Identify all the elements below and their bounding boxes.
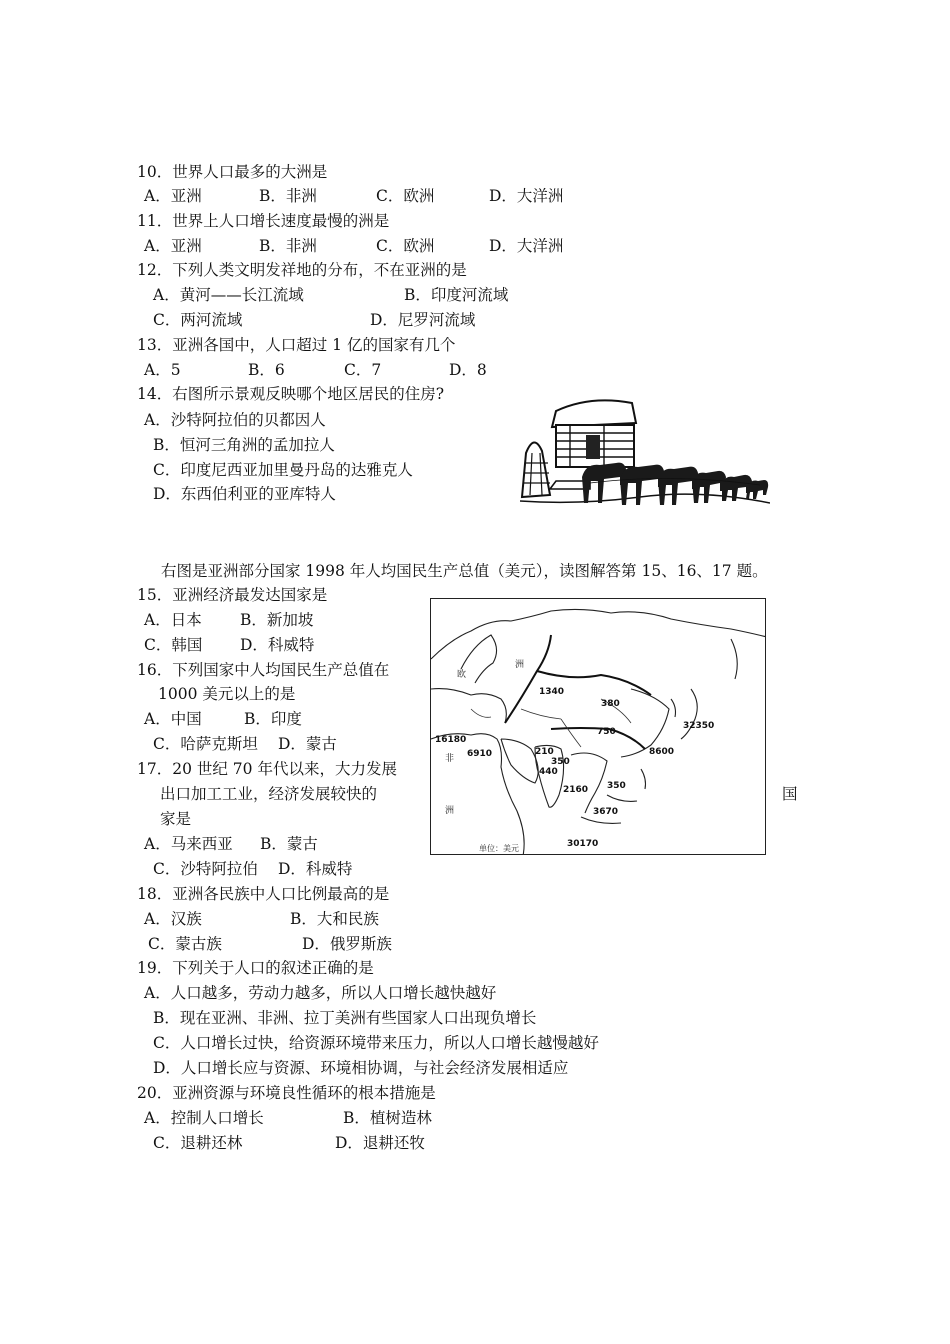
q12-stem: 12．下列人类文明发祥地的分布，不在亚洲的是 <box>137 261 467 279</box>
q17-stem-line3: 家是 <box>160 810 192 828</box>
map-label-saudi: 6910 <box>467 749 493 759</box>
map-intro-text: 右图是亚洲部分国家 1998 年人均国民生产总值（美元），读图解答第 15、16、17 题。 <box>161 562 768 580</box>
q16-option-c[interactable]: C．哈萨克斯坦 <box>153 735 258 753</box>
q17-stem-line2-tail: 国 <box>782 785 798 803</box>
q14-option-b[interactable]: B．恒河三角洲的孟加拉人 <box>153 436 335 454</box>
q17-stem-line1: 17．20 世纪 70 年代以来，大力发展 <box>137 760 397 778</box>
q19-option-d[interactable]: D．人口增长应与资源、环境相协调，与社会经济发展相适应 <box>153 1059 569 1077</box>
q20-option-b[interactable]: B．植树造林 <box>343 1109 432 1127</box>
q17-stem-line2: 出口加工工业，经济发展较快的 <box>160 785 378 803</box>
q10-option-b[interactable]: B．非洲 <box>259 187 317 205</box>
q13-option-d[interactable]: D．8 <box>449 361 487 379</box>
map-label-thailand: 2160 <box>563 785 589 795</box>
q13-option-a[interactable]: A．5 <box>144 361 181 379</box>
q10-option-d[interactable]: D．大洋洲 <box>489 187 564 205</box>
q12-option-a[interactable]: A．黄河——长江流域 <box>153 286 304 304</box>
q16-option-a[interactable]: A．中国 <box>144 710 202 728</box>
map-region-zhou: 洲 <box>515 660 525 670</box>
q16-option-d[interactable]: D．蒙古 <box>278 735 337 753</box>
map-label-bangladesh: 350 <box>551 757 570 767</box>
q14-option-c[interactable]: C．印度尼西亚加里曼丹岛的达雅克人 <box>153 461 413 479</box>
q17-option-a[interactable]: A．马来西亚 <box>144 835 233 853</box>
map-label-kazakhstan: 1340 <box>539 687 565 697</box>
q13-option-b[interactable]: B．6 <box>248 361 285 379</box>
q17-option-b[interactable]: B．蒙古 <box>260 835 318 853</box>
q19-option-b[interactable]: B．现在亚洲、非洲、拉丁美洲有些国家人口出现负增长 <box>153 1009 537 1027</box>
map-label-japan: 32350 <box>683 721 715 731</box>
q15-stem: 15．亚洲经济最发达国家是 <box>137 586 328 604</box>
map-unit-label: 单位：美元 <box>479 844 519 853</box>
q13-stem: 13．亚洲各国中，人口超过 1 亿的国家有几个 <box>137 336 456 354</box>
map-label-india: 210 <box>535 747 554 757</box>
q10-option-c[interactable]: C．欧洲 <box>376 187 435 205</box>
q17-option-c[interactable]: C．沙特阿拉伯 <box>153 860 258 878</box>
q18-option-d[interactable]: D．俄罗斯族 <box>302 935 392 953</box>
q16-stem-line1: 16．下列国家中人均国民生产总值在 <box>137 661 390 679</box>
map-label-china: 750 <box>597 727 616 737</box>
map-region-ou: 欧 <box>457 670 467 680</box>
map-label-malaysia: 3670 <box>593 807 619 817</box>
q20-option-d[interactable]: D．退耕还牧 <box>335 1134 425 1152</box>
q15-option-b[interactable]: B．新加坡 <box>240 611 314 629</box>
q15-option-c[interactable]: C．韩国 <box>144 636 203 654</box>
q11-option-a[interactable]: A．亚洲 <box>144 237 202 255</box>
q16-option-b[interactable]: B．印度 <box>244 710 302 728</box>
q12-option-b[interactable]: B．印度河流域 <box>404 286 509 304</box>
q13-option-c[interactable]: C．7 <box>344 361 382 379</box>
q17-option-d[interactable]: D．科威特 <box>278 860 353 878</box>
q14-option-d[interactable]: D．东西伯利亚的亚库特人 <box>153 485 336 503</box>
q15-option-d[interactable]: D．科威特 <box>240 636 315 654</box>
q19-option-c[interactable]: C．人口增长过快，给资源环境带来压力，所以人口增长越慢越好 <box>153 1034 599 1052</box>
q10-option-a[interactable]: A．亚洲 <box>144 187 202 205</box>
q18-option-b[interactable]: B．大和民族 <box>290 910 379 928</box>
q10-stem: 10．世界人口最多的大洲是 <box>137 163 328 181</box>
q20-option-a[interactable]: A．控制人口增长 <box>144 1109 264 1127</box>
asia-gnp-map <box>430 598 766 855</box>
q20-stem: 20．亚洲资源与环境良性循环的根本措施是 <box>137 1084 436 1102</box>
map-region-zhou2: 洲 <box>445 806 455 816</box>
q19-stem: 19．下列关于人口的叙述正确的是 <box>137 959 374 977</box>
map-label-korea: 8600 <box>649 747 675 757</box>
yakut-dwelling-illustration <box>520 393 770 533</box>
q12-option-d[interactable]: D．尼罗河流域 <box>370 311 476 329</box>
q11-option-b[interactable]: B．非洲 <box>259 237 317 255</box>
map-region-fei: 非 <box>445 754 455 764</box>
q19-option-a[interactable]: A．人口越多，劳动力越多，所以人口增长越快越好 <box>144 984 497 1002</box>
q11-stem: 11．世界上人口增长速度最慢的洲是 <box>137 212 390 230</box>
map-label-sri-lanka: 440 <box>539 767 558 777</box>
q18-stem: 18．亚洲各民族中人口比例最高的是 <box>137 885 390 903</box>
q15-option-a[interactable]: A．日本 <box>144 611 202 629</box>
q14-stem: 14．右图所示景观反映哪个地区居民的住房? <box>137 385 445 403</box>
q11-option-c[interactable]: C．欧洲 <box>376 237 435 255</box>
q18-option-a[interactable]: A．汉族 <box>144 910 202 928</box>
map-label-vietnam: 350 <box>607 781 626 791</box>
q16-stem-line2: 1000 美元以上的是 <box>158 685 296 703</box>
map-label-europe-value: 16180 <box>435 735 467 745</box>
q14-option-a[interactable]: A．沙特阿拉伯的贝都因人 <box>144 411 326 429</box>
q11-option-d[interactable]: D．大洋洲 <box>489 237 564 255</box>
q12-option-c[interactable]: C．两河流域 <box>153 311 243 329</box>
q20-option-c[interactable]: C．退耕还林 <box>153 1134 243 1152</box>
map-label-mongolia: 380 <box>601 699 620 709</box>
q18-option-c[interactable]: C．蒙古族 <box>148 935 222 953</box>
map-label-singapore: 30170 <box>567 839 599 849</box>
